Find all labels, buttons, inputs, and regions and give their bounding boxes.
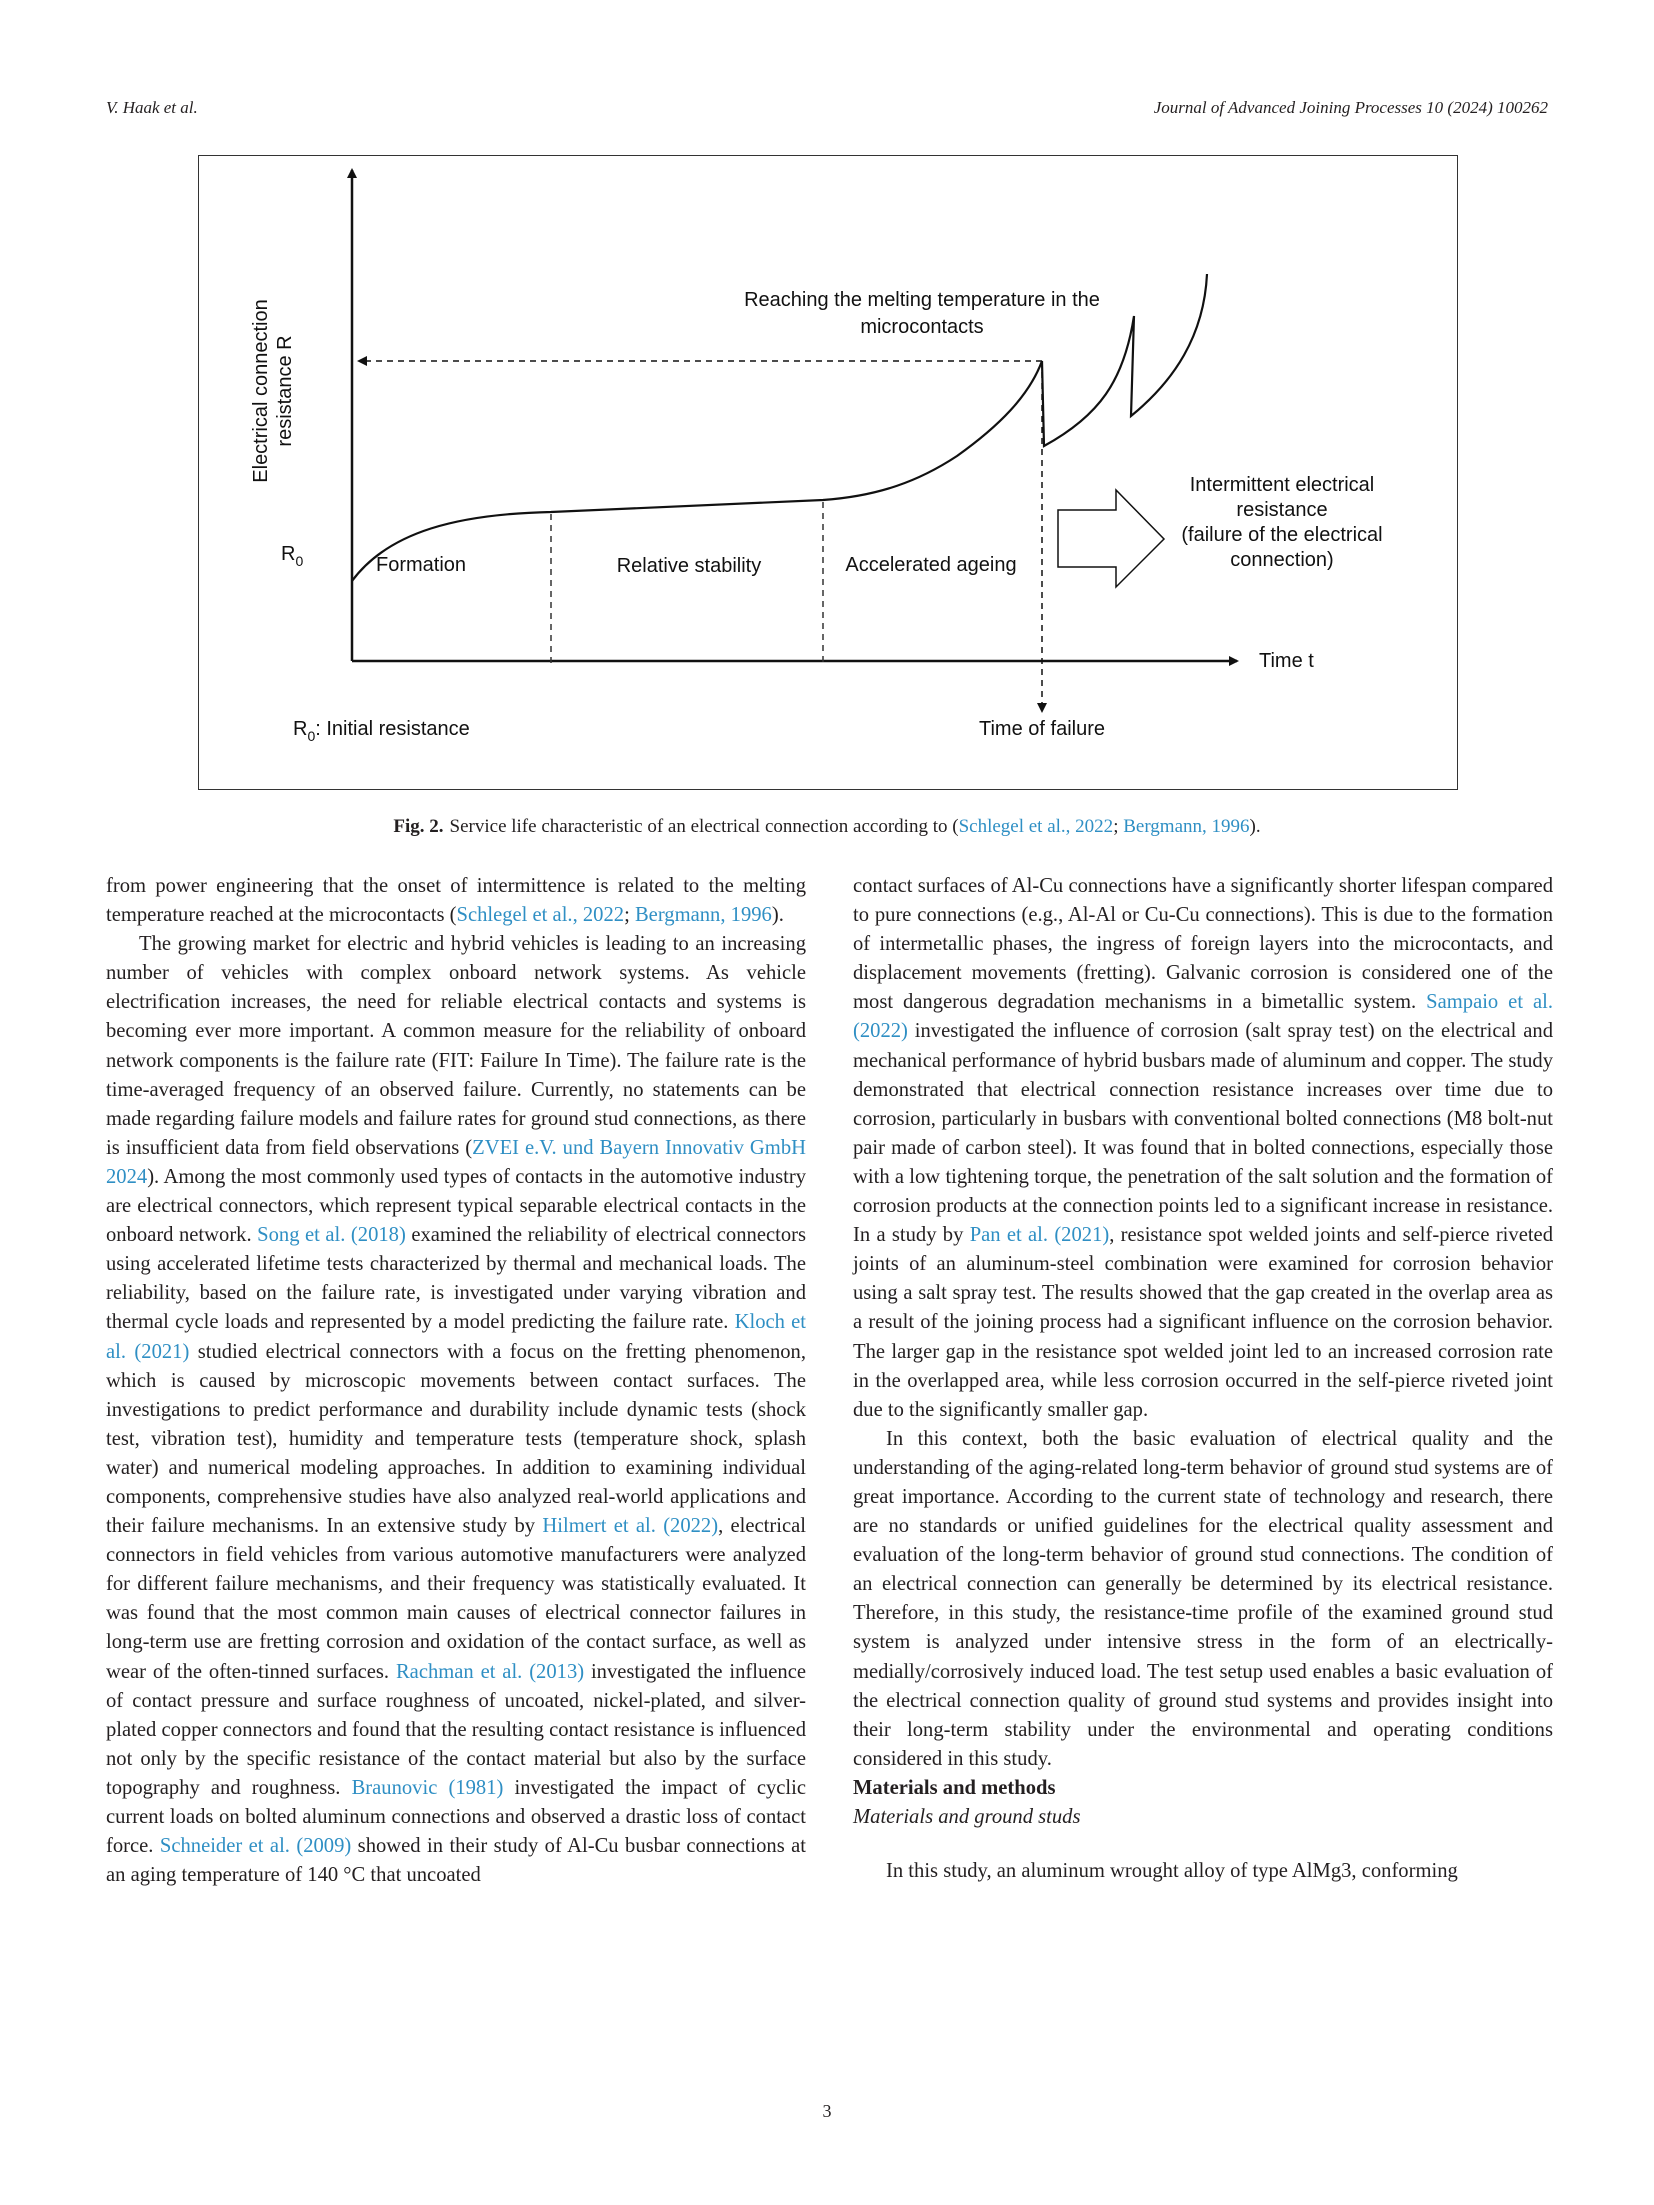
citation-link[interactable]: Bergmann, 1996 (634, 904, 772, 927)
citation-link[interactable]: Schneider et al. (2009) (159, 1835, 352, 1858)
section-heading: Materials and methods (853, 1776, 1056, 1799)
r0-label: $R_0$ (281, 543, 304, 569)
phase-formation-label: Formation (375, 554, 467, 576)
running-head-journal: Journal of Advanced Joining Processes 10 (2024) 100262 (1153, 98, 1548, 117)
x-axis-label: Time t (1259, 650, 1314, 672)
melting-annotation-line1: Reaching the melting temperature in the (744, 289, 1100, 311)
caption-ref-bergmann[interactable]: Bergmann, 1996 (1123, 816, 1250, 837)
time-of-failure-label: Time of failure (979, 718, 1105, 740)
melting-annotation-line2: microcontacts (860, 316, 984, 338)
figure-caption: Fig. 2. Service life characteristic of an electrical connection according to (Schlegel et al., 2022; Bergmann, 1996). (393, 816, 1261, 837)
intermittent-line1: Intermittent electrical (1189, 474, 1375, 496)
y-axis-label-line2: resistance R (274, 335, 296, 447)
citation-link[interactable]: Braunovic (1981) (351, 1776, 504, 1799)
intermittent-line2: resistance (1236, 499, 1328, 521)
citation-link[interactable]: Sampaio et al. (2022) (853, 991, 1553, 1043)
caption-label: Fig. 2. (393, 816, 444, 837)
intermittent-line4: connection) (1230, 549, 1334, 571)
page-number: 3 (822, 2101, 832, 2121)
intermittent-line3: (failure of the electrical (1181, 524, 1383, 546)
right-column (853, 872, 1553, 1886)
subsection-heading: Materials and ground studs (853, 1806, 1081, 1828)
service-life-diagram (199, 156, 1459, 791)
citation-link[interactable]: Rachman et al. (2013) (395, 1660, 585, 1683)
block-arrow-icon (1058, 490, 1164, 587)
figure-2 (198, 155, 1458, 790)
paragraph: contact surfaces of Al-Cu connections have a significantly shorter lifespan compared to pure connections (e.g., Al-Al or Cu-Cu connections). This is due to the formation of intermetallic phases, the ingress of foreign layers into the microcontacts, and displacement movements (fretting). Galvanic corrosion is considered one of the most dangerous degradation mechanisms in a bimetallic system. Sampaio et al. (2022) investigated the influence of corrosion (salt spray test) on the electrical and mechanical performance of hybrid busbars made of aluminum and copper. The study demonstrated that electrical connection resistance increases over time due to corrosion, particularly in busbars with conventional bolted connections (M8 bolt-nut pair made of carbon steel). It was found that in bolted connections, especially those with a low tightening torque, the penetration of the salt solution and the formation of corrosion products at the connection points led to a significant increase in resistance. In a study by Pan et al. (2021), resistance spot welded joints and self-pierce riveted joints of an aluminum-steel combination were examined for corrosion behavior using a salt spray test. The results showed that the gap created in the overlap area as a result of the joining process had a significant influence on the corrosion behavior. The larger gap in the resistance spot welded joint led to an increased corrosion rate in the overlapped area, while less corrosion occurred in the self-pierce riveted joint due to the significantly smaller gap. (853, 875, 1553, 1421)
caption-text: Service life characteristic of an electrical connection according to ( (449, 816, 959, 837)
citation-link[interactable]: ZVEI e.V. und Bayern Innovativ GmbH 2024 (106, 1136, 806, 1188)
paragraph: In this study, an aluminum wrought alloy of type AlMg3, conforming (886, 1860, 1458, 1883)
caption-ref-schlegel[interactable]: Schlegel et al., 2022 (958, 816, 1114, 837)
y-axis-label-line1: Electrical connection (250, 299, 272, 483)
citation-link[interactable]: Schlegel et al., 2022 (456, 904, 625, 927)
r0-legend: $R_0$: Initial resistance (293, 718, 470, 744)
citation-link[interactable]: Kloch et al. (2021) (106, 1311, 806, 1363)
left-column (106, 872, 806, 1890)
citation-link[interactable]: Song et al. (2018) (257, 1224, 406, 1247)
running-head-authors: V. Haak et al. (106, 98, 198, 117)
paragraph: from power engineering that the onset of intermittence is related to the melting temperature reached at the microcontacts (Schlegel et al., 2022; Bergmann, 1996). (106, 875, 806, 927)
paragraph: The growing market for electric and hybrid vehicles is leading to an increasing number of vehicles with complex onboard network systems. As vehicle electrification increases, the need for reliable electrical contacts and systems is becoming ever more important. A common measure for the reliability of onboard network components is the failure rate (FIT: Failure In Time). The failure rate is the time-averaged frequency of an observed failure. Currently, no statements can be made regarding failure models and failure rates for ground stud connections, as there is insufficient data from field observations (ZVEI e.V. und Bayern Innovativ GmbH 2024). Among the most commonly used types of contacts in the automotive industry are electrical connectors, which represent typical separable electrical contacts in the onboard network. Song et al. (2018) examined the reliability of electrical connectors using accelerated lifetime tests characterized by thermal and mechanical loads. The reliability, based on the failure rate, is investigated under varying vibration and thermal cycle loads and represented by a model predicting the failure rate. Kloch et al. (2021) studied electrical connectors with a focus on the fretting phenomenon, which is caused by microscopic movements between contact surfaces. The investigations to predict performance and durability include dynamic tests (shock test, vibration test), humidity and temperature tests (temperature shock, splash water) and numerical modeling approaches. In addition to examining individual components, comprehensive studies have also analyzed real-world applications and their failure mechanisms. In an extensive study by Hilmert et al. (2022), electrical connectors in field vehicles from various automotive manufacturers were analyzed for different failure mechanisms, and their frequency was statistically evaluated. It was found that the most common main causes of electrical connector failures in long-term use are fretting corrosion and oxidation of the contact surface, as well as wear of the often-tinned surfaces. Rachman et al. (2013) investigated the influence of contact pressure and surface roughness of uncoated, nickel-plated, and silver-plated copper connectors and found that the resulting contact resistance is influenced not only by the specific resistance of the contact material but also by the surface topography and roughness. Braunovic (1981) investigated the impact of cyclic current loads on bolted aluminum connections and observed a drastic loss of contact force. Schneider et al. (2009) showed in their study of Al-Cu busbar connections at an aging temperature of 140 °C that uncoated (106, 933, 806, 1887)
phase-ageing-label: Accelerated ageing (845, 554, 1017, 576)
paragraph: In this context, both the basic evaluation of electrical quality and the understanding of the aging-related long-term behavior of ground stud systems are of great importance. According to the current state of technology and research, there are no standards or unified guidelines for the electrical quality assessment and evaluation of the long-term behavior of ground stud connections. The condition of an electrical connection can generally be determined by its electrical resistance. Therefore, in this study, the resistance-time profile of the examined ground stud system is analyzed under intensive stress in the form of an electrically-medially/corrosively induced load. The test setup used enables a basic evaluation of the electrical connection quality of ground stud systems and provides insight into their long-term stability under the environmental and operating conditions considered in this study. (853, 1427, 1553, 1770)
citation-link[interactable]: Hilmert et al. (2022) (542, 1515, 719, 1538)
citation-link[interactable]: Pan et al. (2021) (969, 1224, 1110, 1247)
phase-stability-label: Relative stability (616, 555, 762, 577)
